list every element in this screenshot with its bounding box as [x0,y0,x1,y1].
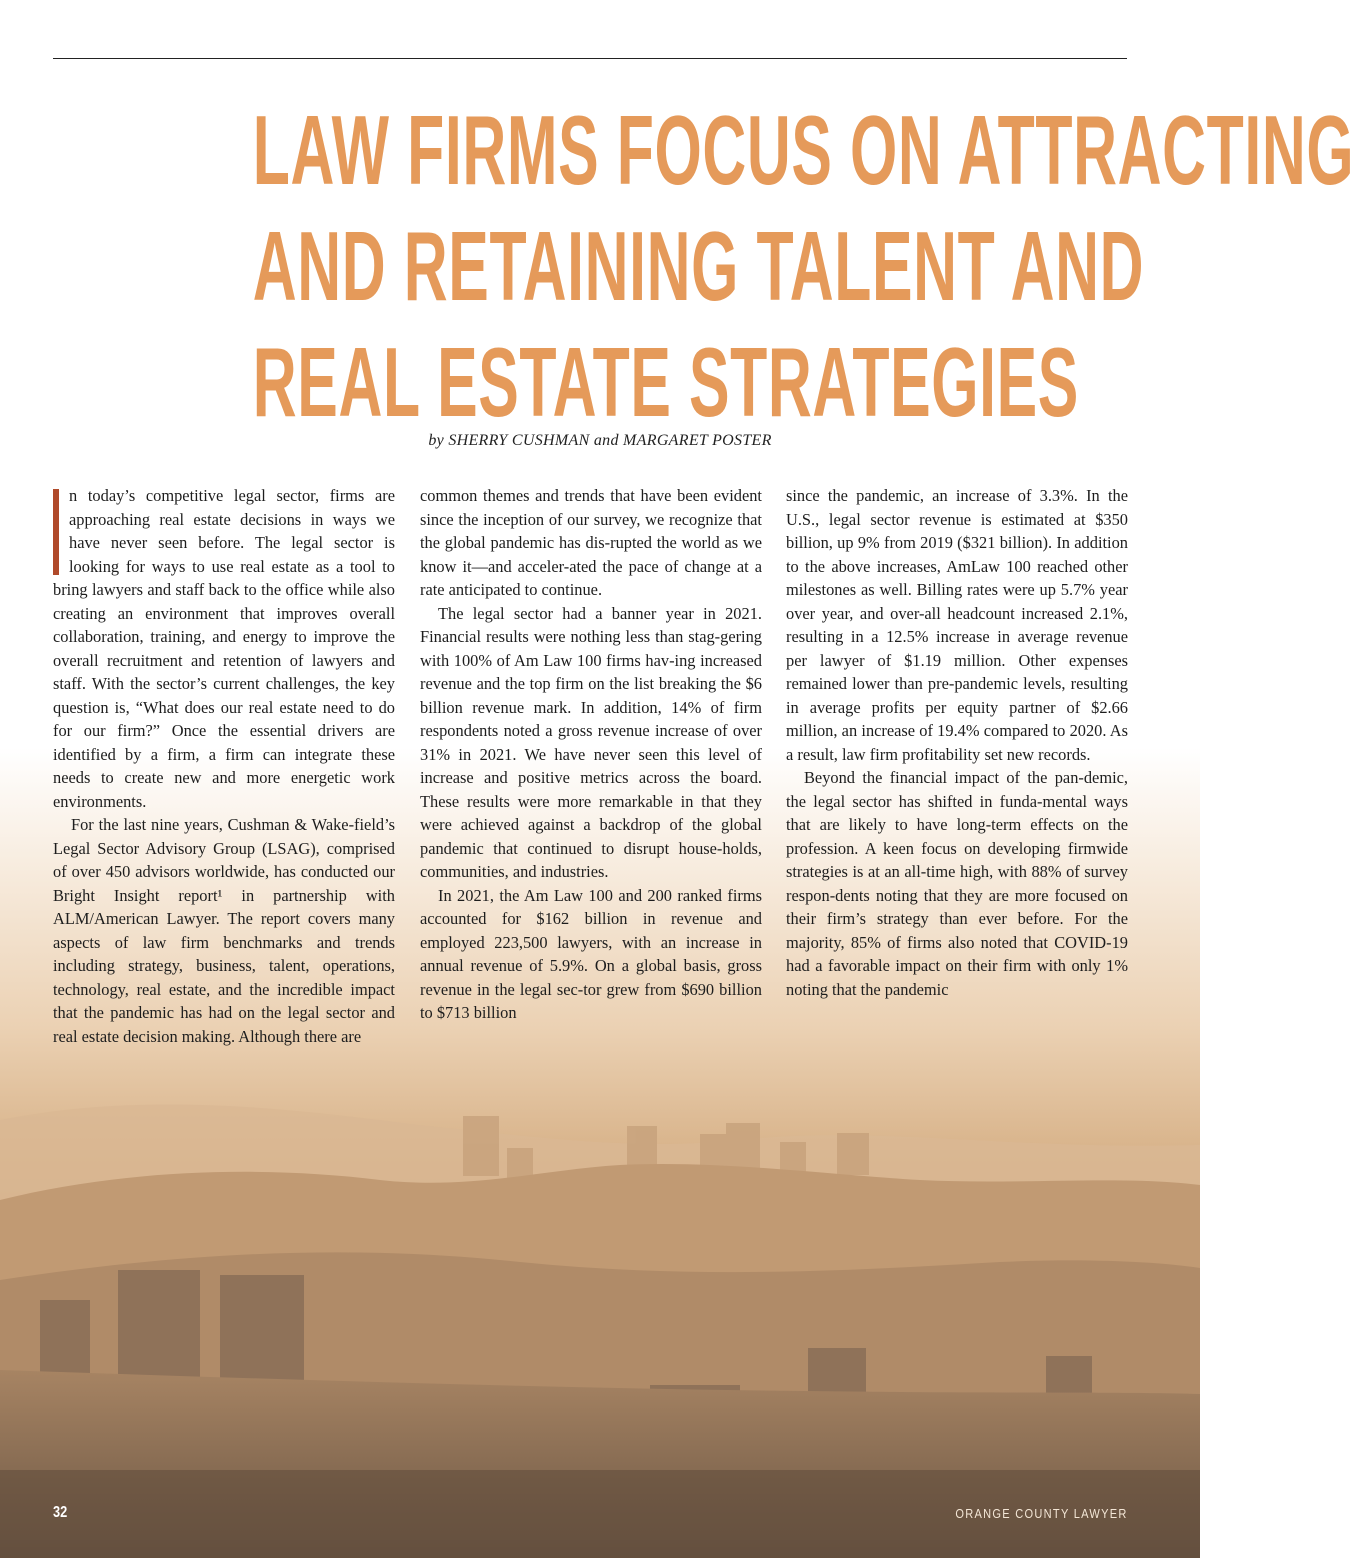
publication-name: ORANGE COUNTY LAWYER [955,1506,1128,1521]
drop-cap-bar [53,489,59,575]
paragraph: The legal sector had a banner year in 2021. Financial results were nothing less than stag-gering with 100% of Am Law 100 firms hav-ing increased revenue and the top firm on the list breaking the $6 billion revenue mark. In addition, 14% of firm respondents noted a gross revenue increase of over 31% in 2021. We have never seen this level of increase and positive metrics across the board. These results were more remarkable in that they were achieved against a backdrop of the global pandemic that continued to disrupt house-holds, communities, and industries. [420,603,762,881]
page-number: 32 [53,1504,68,1521]
headline-line-1: LAW FIRMS FOCUS ON ATTRACTING [252,95,1354,205]
article-headline [252,92,1354,440]
top-rule [53,58,1127,59]
article-column-3 [786,484,1128,1001]
byline: by SHERRY CUSHMAN and MARGARET POSTER [428,432,772,449]
paragraph: since the pandemic, an increase of 3.3%. In the U.S., legal sector revenue is estimated at $350 billion, up 9% from 2019 ($321 billion). In addition to the above increases, AmLaw 100 reached other milestones as well. Billing rates were up 5.7% year over year, and over-all headcount increased 2.1%, resulting in a 12.5% increase in average revenue per lawyer of $1.19 million. Other expenses remained lower than pre-pandemic levels, resulting in average profits per equity partner of $2.66 million, an increase of 19.4% compared to 2020. As a result, law firm profitability set new records. [786,486,1128,764]
article-column-2 [420,484,762,1025]
paragraph: Beyond the financial impact of the pan-demic, the legal sector has shifted in funda-mental ways that are likely to have long-term effects on the profession. A keen focus on developing firmwide strategies is at an all-time high, with 88% of survey respon-dents noting that they are more focused on their firm’s strategy than ever before. For the majority, 85% of firms also noted that COVID-19 had a favorable impact on their firm with only 1% noting that the pandemic [786,768,1128,999]
paragraph: n today’s competitive legal sector, firms are approaching real estate decisions in ways we have never seen before. The legal sector is looking for ways to use real estate as a tool to bring lawyers and staff back to the office while also creating an environment that improves overall collaboration, training, and energy to improve the overall recruitment and retention of lawyers and staff. With the sector’s current challenges, the key question is, “What does our real estate need to do for our firm?” Once the essential drivers are identified by a firm, a firm can integrate these needs to create new and more energetic work environments. [53,486,395,811]
paragraph: common themes and trends that have been evident since the inception of our survey, we recognize that the global pandemic has dis-rupted the world as we know it—and acceler-ated the pace of change at a rate anticipated to continue. [420,486,762,599]
article-column-1 [53,484,395,1048]
headline-line-2: AND RETAINING TALENT AND [252,211,1145,321]
headline-line-3: REAL ESTATE STRATEGIES [252,327,1079,437]
paragraph: In 2021, the Am Law 100 and 200 ranked firms accounted for $162 billion in revenue and employed 223,500 lawyers, with an increase in annual revenue of 5.9%. On a global basis, gross revenue in the legal sec-tor grew from $690 billion to $713 billion [420,885,762,1022]
paragraph: For the last nine years, Cushman & Wake-field’s Legal Sector Advisory Group (LSAG), comprised of over 450 advisors worldwide, has conducted our Bright Insight report¹ in partnership with ALM/American Lawyer. The report covers many aspects of law firm benchmarks and trends including strategy, business, talent, operations, technology, real estate, and the incredible impact that the pandemic has had on the legal sector and real estate decision making. Although there are [53,815,395,1046]
